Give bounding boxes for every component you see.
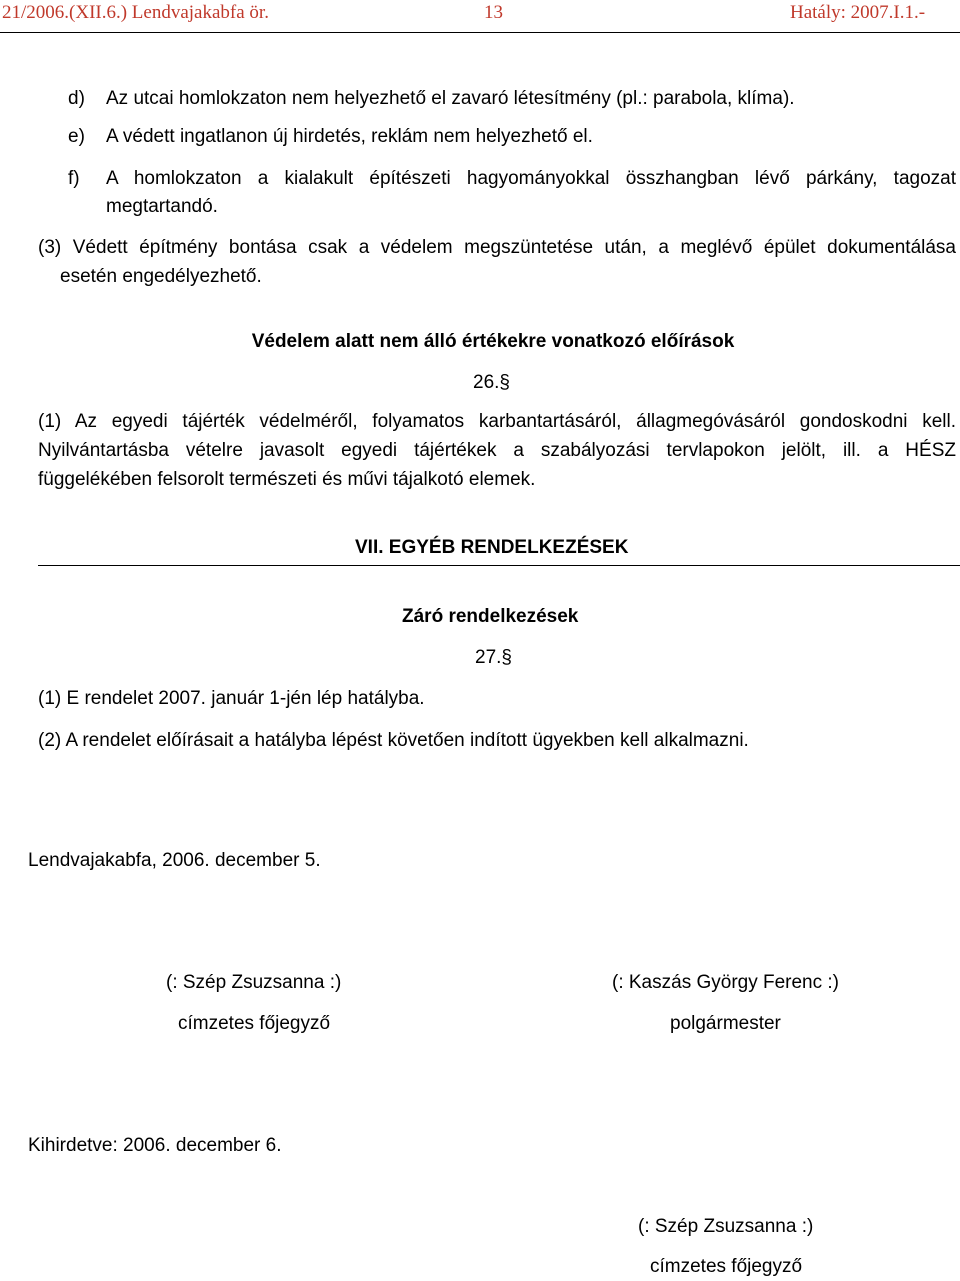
header-rule [0,32,960,33]
chapter-rule [38,565,960,566]
section-27-p2: (2) A rendelet előírásait a hatályba lépést követően indított ügyekben kell alkalmazni. [38,730,749,751]
closing-heading: Záró rendelkezések [402,606,579,627]
section-26-line3: függelékében felsorolt természeti és művi tájalkotó elemek. [38,469,536,490]
final-signature-title: címzetes főjegyző [650,1256,803,1277]
section-26-number: 26. [473,372,500,393]
signature-right-name: (: Kaszás György Ferenc :) [612,972,840,993]
chapter-title: VII. EGYÉB RENDELKEZÉSEK [355,537,629,558]
place-date: Lendvajakabfa, 2006. december 5. [28,850,321,871]
para3-line2: esetén engedélyezhető. [60,266,262,287]
section-27-number: 27. [475,647,502,668]
item-f-marker: f) [68,168,80,189]
item-d-text: Az utcai homlokzaton nem helyezhető el zavaró létesítmény (pl.: parabola, klíma). [106,88,795,109]
para3-line1: (3) Védett építmény bontása csak a védelem megszüntetése után, a meglévő épület dokumentálása [38,237,956,258]
signature-left-title: címzetes főjegyző [178,1013,331,1034]
signature-right-title: polgármester [670,1013,781,1034]
section-26-label [473,372,510,394]
header-reference: 21/2006.(XII.6.) Lendvajakabfa ör. [2,2,269,23]
item-e-marker: e) [68,126,85,147]
section-heading: Védelem alatt nem álló értékekre vonatkozó előírások [251,331,735,352]
final-signature-name: (: Szép Zsuzsanna :) [638,1216,814,1237]
section-26-line2: Nyilvántartásba vételre javasolt egyedi tájértékek a szabályozási tervlapokon jelölt, ill. a HÉSZ [38,440,956,461]
signature-left-name: (: Szép Zsuzsanna :) [166,972,342,993]
section-27-p1: (1) E rendelet 2007. január 1-jén lép hatályba. [38,688,425,709]
item-d-marker: d) [68,88,85,109]
header-page-number: 13 [484,2,503,23]
section-26-line1: (1) Az egyedi tájérték védelméről, folyamatos karbantartásáról, állagmegóvásáról gondoskodni kell. [38,411,956,432]
item-f-text-line2: megtartandó. [106,196,218,217]
section-26-symbol: § [499,372,510,393]
item-e-text: A védett ingatlanon új hirdetés, reklám nem helyezhető el. [106,126,593,147]
header-effective-date: Hatály: 2007.I.1.- [790,2,926,23]
section-27-label [475,647,512,669]
promulgation-date: Kihirdetve: 2006. december 6. [28,1135,282,1156]
item-f-text-line1: A homlokzaton a kialakult építészeti hagyományokkal összhangban lévő párkány, tagozat [106,168,956,189]
section-27-symbol: § [501,647,512,668]
